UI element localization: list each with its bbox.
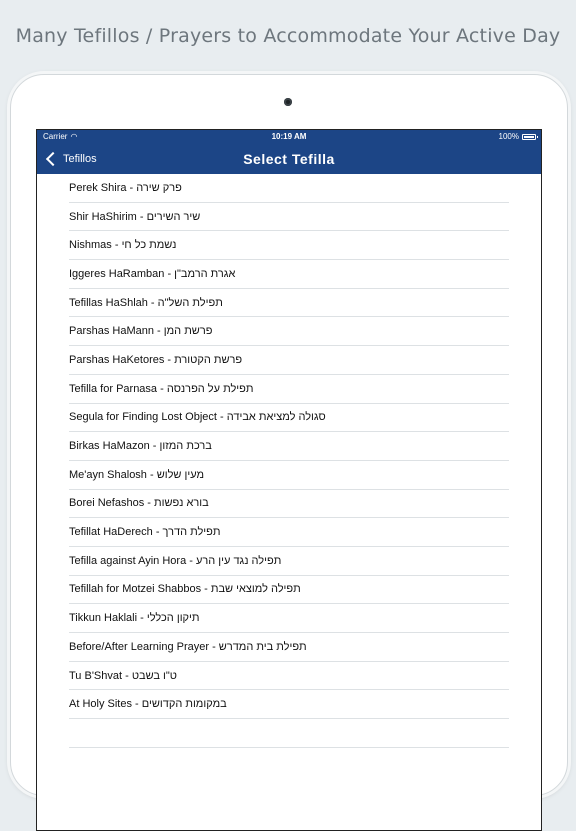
- list-item[interactable]: Nishmas - נשמת כל חי: [69, 231, 509, 260]
- tefilla-list: [37, 174, 541, 748]
- list-item[interactable]: Borei Nefashos - בורא נפשות: [69, 490, 509, 519]
- empty-list-row: [69, 719, 509, 748]
- list-item[interactable]: Tefillat HaDerech - תפילת הדרך: [69, 518, 509, 547]
- list-item[interactable]: Tu B'Shvat - ט"ו בשבט: [69, 662, 509, 691]
- wifi-icon: ◠: [70, 132, 78, 141]
- navigation-bar: [37, 144, 541, 174]
- list-item[interactable]: Segula for Finding Lost Object - סגולה למציאת אבידה: [69, 404, 509, 433]
- page-title: Select Tefilla: [243, 151, 335, 167]
- list-item[interactable]: Tefilla against Ayin Hora - תפילה נגד עין הרע: [69, 547, 509, 576]
- ipad-device-frame: [10, 74, 568, 796]
- back-button-label: Tefillos: [63, 153, 97, 165]
- list-item[interactable]: Birkas HaMazon - ברכת המזון: [69, 432, 509, 461]
- list-item[interactable]: Parshas HaMann - פרשת המן: [69, 317, 509, 346]
- battery-percent: 100%: [498, 132, 519, 141]
- camera-icon: [284, 98, 292, 106]
- list-item[interactable]: At Holy Sites - במקומות הקדושים: [69, 690, 509, 719]
- list-item[interactable]: Iggeres HaRamban - אגרת הרמב"ן: [69, 260, 509, 289]
- status-right: [499, 130, 536, 144]
- list-item[interactable]: Parshas HaKetores - פרשת הקטורת: [69, 346, 509, 375]
- list-item[interactable]: Tefillah for Motzei Shabbos - תפילה למוצאי שבת: [69, 576, 509, 605]
- list-item[interactable]: Tikkun Haklali - תיקון הכללי: [69, 604, 509, 633]
- battery-icon: [522, 134, 536, 140]
- list-item[interactable]: Shir HaShirim - שיר השירים: [69, 203, 509, 232]
- status-bar: [37, 130, 541, 144]
- app-screen: [36, 129, 542, 831]
- list-item[interactable]: Tefilla for Parnasa - תפילת על הפרנסה: [69, 375, 509, 404]
- list-item[interactable]: Me'ayn Shalosh - מעין שלוש: [69, 461, 509, 490]
- list-item[interactable]: Perek Shira - פרק שירה: [69, 174, 509, 203]
- promo-headline: Many Tefillos / Prayers to Accommodate Your Active Day: [15, 25, 561, 47]
- list-item[interactable]: Tefillas HaShlah - תפילת השל"ה: [69, 289, 509, 318]
- list-item[interactable]: Before/After Learning Prayer - תפילת בית המדרש: [69, 633, 509, 662]
- carrier-label: Carrier: [43, 132, 68, 141]
- status-time: 10:19 AM: [271, 132, 307, 141]
